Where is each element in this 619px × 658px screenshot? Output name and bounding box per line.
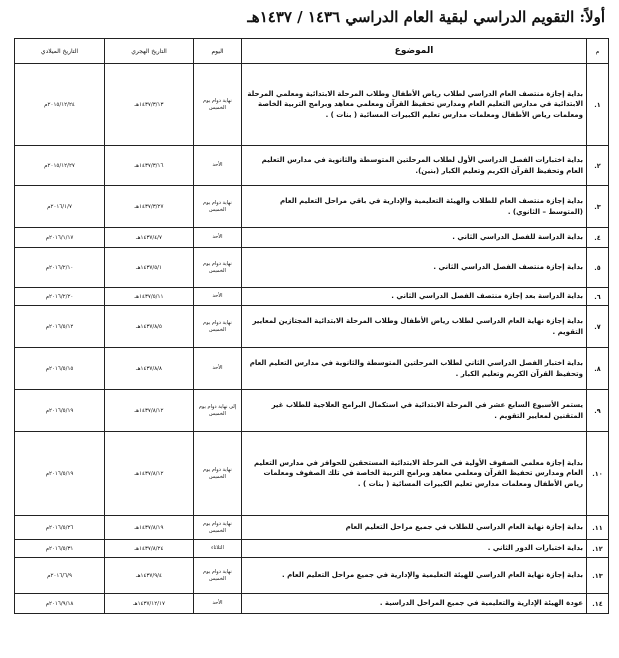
row-subject: بداية الدراسة بعد إجازة منتصف الفصل الدراسي الثاني .	[242, 288, 587, 306]
row-subject: بداية الدراسة للفصل الدراسي الثاني .	[242, 228, 587, 248]
row-day: الأحد	[194, 348, 242, 390]
row-number: ٣ .	[587, 186, 609, 228]
table-row	[15, 288, 609, 306]
row-subject: بداية إجازة نهاية العام الدراسي للهيئة التعليمية والإدارية في جميع مراحل التعليم العام .	[242, 558, 587, 594]
row-gregorian-date: ٢٠١٦/٩/١٨م	[15, 594, 105, 614]
row-day: نهاية دوام يوم الخميس	[194, 186, 242, 228]
row-hijri-date: ١٤٣٧/٨/٢٤هـ	[105, 540, 194, 558]
row-hijri-date: ١٤٣٧/٨/١٢هـ	[105, 390, 194, 432]
row-number: ١١ .	[587, 516, 609, 540]
row-day: الثلاثاء	[194, 540, 242, 558]
table-row	[15, 228, 609, 248]
row-subject: بداية إجازة نهاية العام الدراسي لطلاب رياض الأطفال وطلاب المرحلة الابتدائية المجتازين لمعايير التقويم .	[242, 306, 587, 348]
row-number: ١٢ .	[587, 540, 609, 558]
table-row	[15, 390, 609, 432]
header-hijri-date: التاريخ الهجري	[105, 39, 194, 64]
row-subject: بداية اختبارات الدور الثاني .	[242, 540, 587, 558]
row-hijri-date: ١٤٣٧/٨/١٩هـ	[105, 516, 194, 540]
row-subject: بداية اختبارات الفصل الدراسي الأول لطلاب المرحلتين المتوسطة والثانوية في مدارس التعليم العام وتحفيظ القرآن الكريم وتعليم الكبار (بنين).	[242, 146, 587, 186]
table-header-row	[15, 39, 609, 64]
row-hijri-date: ١٤٣٧/٨/٥هـ	[105, 306, 194, 348]
row-gregorian-date: ٢٠١٦/٥/٢٦م	[15, 516, 105, 540]
row-gregorian-date: ٢٠١٦/٥/١٥م	[15, 348, 105, 390]
row-subject: يستمر الأسبوع السابع عشر في المرحلة الابتدائية في استكمال البرامج العلاجية للطلاب غير المتقنين لمعايير التقويم .	[242, 390, 587, 432]
table-row	[15, 64, 609, 146]
row-number: ١٠ .	[587, 432, 609, 516]
table-row	[15, 306, 609, 348]
table-row	[15, 432, 609, 516]
row-number: ٩ .	[587, 390, 609, 432]
row-number: ١ .	[587, 64, 609, 146]
table-row	[15, 248, 609, 288]
row-gregorian-date: ٢٠١٦/٥/١٩م	[15, 390, 105, 432]
table-row	[15, 348, 609, 390]
row-day: نهاية دوام يوم الخميس	[194, 558, 242, 594]
row-day: الأحد	[194, 228, 242, 248]
row-hijri-date: ١٤٣٧/٩/٤هـ	[105, 558, 194, 594]
row-hijri-date: ١٤٣٧/٥/١هـ	[105, 248, 194, 288]
table-row	[15, 594, 609, 614]
row-gregorian-date: ٢٠١٦/٢/٢٠م	[15, 288, 105, 306]
row-gregorian-date: ٢٠١٦/٦/٩م	[15, 558, 105, 594]
row-hijri-date: ١٤٣٧/٥/١١هـ	[105, 288, 194, 306]
header-subject: الموضوع	[242, 39, 587, 64]
header-num: م	[587, 39, 609, 64]
row-number: ٤ .	[587, 228, 609, 248]
row-hijri-date: ١٤٣٧/٣/١٦هـ	[105, 146, 194, 186]
row-gregorian-date: ٢٠١٦/٥/١٩م	[15, 432, 105, 516]
row-subject: بداية إجازة منتصف العام للطلاب والهيئة التعليمية والإدارية في باقي مراحل التعليم العام (المتوسط – الثانوي) .	[242, 186, 587, 228]
row-number: ١٣ .	[587, 558, 609, 594]
row-subject: بداية إجازة معلمي الصفوف الأولية في المرحلة الابتدائية المستحقين للحوافز في مدارس التعليم العام ومدارس تحفيظ القرآن ومعلمي معاهد وبرامج التربية الخاصة في تلك الصفوف ومعلمات رياض الأطفال ومعلمات مدارس تعليم الكبيرات المسائية ( بنات ) .	[242, 432, 587, 516]
table-row	[15, 540, 609, 558]
row-hijri-date: ١٤٣٧/٨/٨هـ	[105, 348, 194, 390]
header-gregorian-date: التاريخ الميلادي	[15, 39, 105, 64]
row-gregorian-date: ٢٠١٥/١٢/٢٧م	[15, 146, 105, 186]
row-hijri-date: ١٤٣٧/٨/١٢هـ	[105, 432, 194, 516]
row-day: الأحد	[194, 288, 242, 306]
row-day: نهاية دوام يوم الخميس	[194, 248, 242, 288]
row-gregorian-date: ٢٠١٦/٢/١٠م	[15, 248, 105, 288]
row-day: نهاية دوام يوم الخميس	[194, 516, 242, 540]
table-row	[15, 558, 609, 594]
row-day: إلى نهاية دوام يوم الخميس	[194, 390, 242, 432]
row-hijri-date: ١٤٣٧/٤/٧هـ	[105, 228, 194, 248]
calendar-table	[14, 38, 609, 614]
row-day: نهاية دوام يوم الخميس	[194, 64, 242, 146]
row-subject: بداية إجازة منتصف الفصل الدراسي الثاني .	[242, 248, 587, 288]
row-subject: بداية إجازة منتصف العام الدراسي لطلاب رياض الأطفال وطلاب المرحلة الابتدائية ومعلمي المرحلة الابتدائية في مدارس التعليم العام ومدارس تحفيظ القرآن ومعلمي معاهد وبرامج التربية الخاصة ومعلمات رياض الأطفال ومعلمات مدارس تعليم الكبيرات المسائية ( بنات ) .	[242, 64, 587, 146]
row-day: نهاية دوام يوم الخميس	[194, 432, 242, 516]
row-gregorian-date: ٢٠١٥/١٢/٢٤م	[15, 64, 105, 146]
table-row	[15, 516, 609, 540]
row-number: ٦ .	[587, 288, 609, 306]
row-day: نهاية دوام يوم الخميس	[194, 306, 242, 348]
table-row	[15, 146, 609, 186]
row-number: ٢ .	[587, 146, 609, 186]
row-gregorian-date: ٢٠١٦/١/١٧م	[15, 228, 105, 248]
page-title: أولاً: التقويم الدراسي لبقية العام الدراسي ١٤٣٦ / ١٤٣٧هـ	[247, 8, 605, 26]
header-day: اليوم	[194, 39, 242, 64]
row-number: ٨ .	[587, 348, 609, 390]
row-number: ٧ .	[587, 306, 609, 348]
row-gregorian-date: ٢٠١٦/٥/١٢م	[15, 306, 105, 348]
row-day: الأحد	[194, 146, 242, 186]
row-hijri-date: ١٤٣٧/٣/١٣هـ	[105, 64, 194, 146]
row-hijri-date: ١٤٣٧/٣/٢٧هـ	[105, 186, 194, 228]
row-subject: بداية اختبار الفصل الدراسي الثاني لطلاب المرحلتين المتوسطة والثانوية في مدارس التعليم العام وتحفيظ القرآن الكريم وتعليم الكبار .	[242, 348, 587, 390]
row-gregorian-date: ٢٠١٦/٥/٣١م	[15, 540, 105, 558]
row-subject: بداية إجازة نهاية العام الدراسي للطلاب في جميع مراحل التعليم العام	[242, 516, 587, 540]
row-day: الأحد	[194, 594, 242, 614]
row-number: ١٤ .	[587, 594, 609, 614]
table-row	[15, 186, 609, 228]
row-hijri-date: ١٤٣٧/١٢/١٧هـ	[105, 594, 194, 614]
row-number: ٥ .	[587, 248, 609, 288]
row-gregorian-date: ٢٠١٦/١/٧م	[15, 186, 105, 228]
row-subject: عودة الهيئة الإدارية والتعليمية في جميع المراحل الدراسية .	[242, 594, 587, 614]
